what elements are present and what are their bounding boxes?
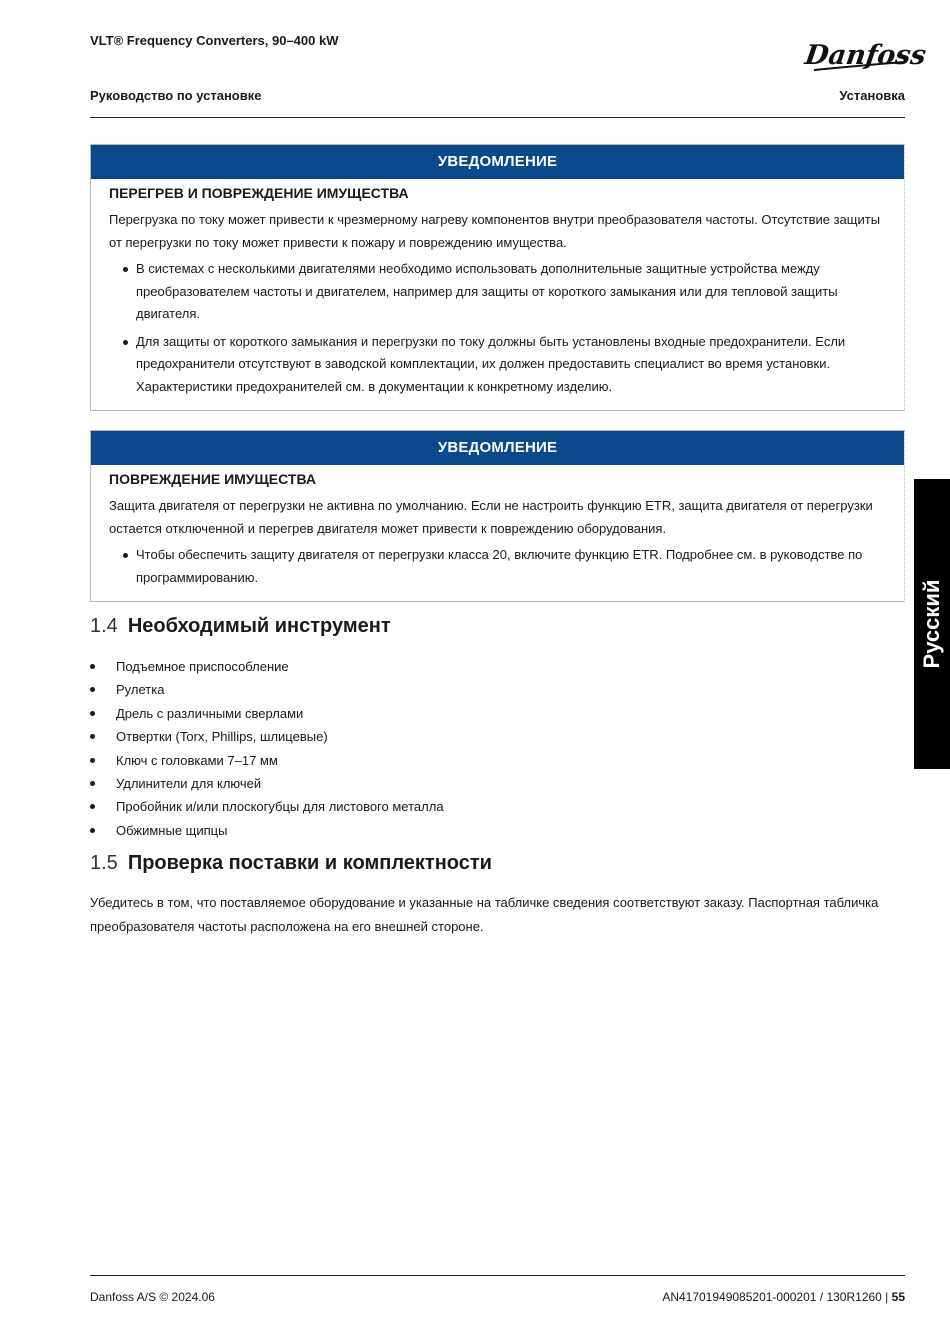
notice-title: ПОВРЕЖДЕНИЕ ИМУЩЕСТВА xyxy=(109,471,316,487)
list-item: Удлинители для ключей xyxy=(90,772,444,795)
list-item: Пробойник и/или плоскогубцы для листового металла xyxy=(90,795,444,818)
notice-label: УВЕДОМЛЕНИЕ xyxy=(91,145,904,179)
list-item: Подъемное приспособление xyxy=(90,655,444,678)
document-code: AN41701949085201-000201 / 130R1260 | xyxy=(662,1290,889,1304)
notice-label: УВЕДОМЛЕНИЕ xyxy=(91,431,904,465)
footer-copyright: Danfoss A/S © 2024.06 xyxy=(90,1290,215,1304)
list-item: Чтобы обеспечить защиту двигателя от перегрузки класса 20, включите функцию ETR. Подробнее см. в руководстве по программированию. xyxy=(109,544,886,589)
list-item: Ключ с головками 7–17 мм xyxy=(90,749,444,772)
notice-title: ПЕРЕГРЕВ И ПОВРЕЖДЕНИЕ ИМУЩЕСТВА xyxy=(109,185,409,201)
section-number: 1.4 xyxy=(90,615,118,637)
section-title: Проверка поставки и комплектности xyxy=(127,852,492,874)
notice-overheating xyxy=(90,144,905,411)
product-title: VLT® Frequency Converters, 90–400 kW xyxy=(90,33,339,48)
list-item: В системах с несколькими двигателями необходимо использовать дополнительные защитные устройства между преобразователем частоты и двигателем, например для защиты от короткого замыкания или для тепловой защиты двигателя. xyxy=(109,258,886,326)
notice-property-damage xyxy=(90,430,905,602)
list-item: Обжимные щипцы xyxy=(90,819,444,842)
language-tab-label: Русский xyxy=(919,579,944,669)
footer-rule xyxy=(90,1275,905,1276)
list-item: Отвертки (Torx, Phillips, шлицевые) xyxy=(90,725,444,748)
section-heading-tools xyxy=(90,615,391,638)
notice-bullets xyxy=(109,258,886,398)
notice-bullets xyxy=(109,544,886,589)
page-number: 55 xyxy=(891,1290,905,1304)
list-item: Рулетка xyxy=(90,678,444,701)
svg-text:Danfoss: Danfoss xyxy=(803,40,928,71)
list-item: Для защиты от короткого замыкания и перегрузки по току должны быть установлены входные предохранители. Если предохранители отсутствуют в заводской комплектации, их должен предоставить специалист во время установки. Характеристики предохранителей см. в документации к конкретному изделию. xyxy=(109,331,886,399)
notice-text: Защита двигателя от перегрузки не активна по умолчанию. Если не настроить функцию ETR, защита двигателя от перегрузки остается отключенной и перегрев двигателя может привести к повреждению оборудования. xyxy=(109,498,873,536)
section-name: Установка xyxy=(839,88,905,103)
footer-doc-code xyxy=(662,1290,905,1304)
delivery-paragraph: Убедитесь в том, что поставляемое оборудование и указанные на табличке сведения соответствуют заказу. Паспортная табличка преобразователя частоты расположена на его внешней стороне. xyxy=(90,895,879,934)
document-title: Руководство по установке xyxy=(90,88,262,103)
tools-list xyxy=(90,655,444,842)
section-number: 1.5 xyxy=(90,852,118,874)
danfoss-logo xyxy=(803,36,928,76)
list-item: Дрель с различными сверлами xyxy=(90,702,444,725)
header-rule xyxy=(90,117,905,118)
notice-text: Перегрузка по току может привести к чрезмерному нагреву компонентов внутри преобразователя частоты. Отсутствие защиты от перегрузки по току может привести к пожару и повреждению имущества. xyxy=(109,212,881,250)
section-title: Необходимый инструмент xyxy=(127,615,391,637)
section-heading-delivery xyxy=(90,852,492,875)
